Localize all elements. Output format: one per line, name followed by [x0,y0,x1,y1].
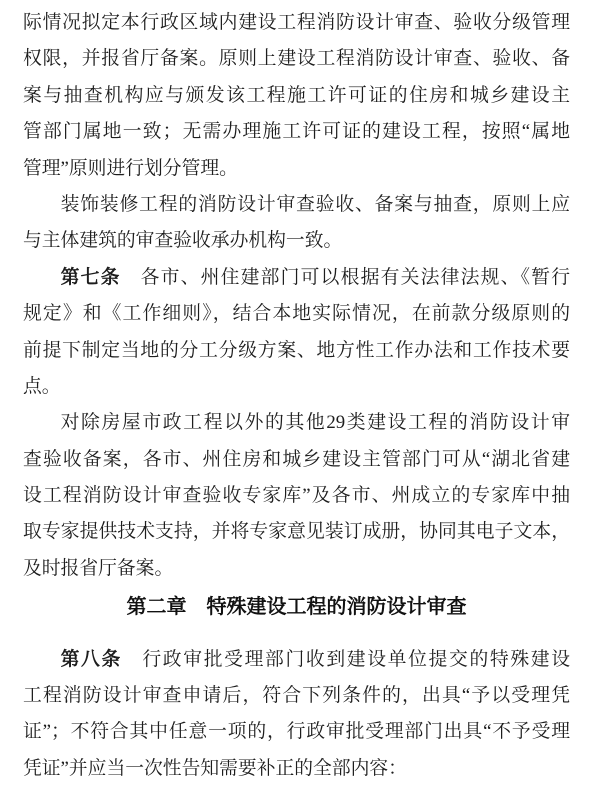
text-line [23,223,570,259]
text-run: 案与抽查机构应与颁发该工程施工许可证的住房和城乡建设主 [23,84,570,106]
text-line [23,296,570,332]
text-line [23,642,570,678]
text-line [23,405,570,441]
text-line [23,369,570,405]
text-line [23,5,570,41]
text-line [23,78,570,114]
text-run: 权限，并报省厅备案。原则上建设工程消防设计审查、验收、备 [23,48,570,70]
text-run: 规定》和《工作细则》，结合本地实际情况，在前款分级原则的 [23,303,570,325]
article-number: 第八条 [60,648,122,670]
text-run: 工程消防设计审查申请后，符合下列条件的，出具“予以受理凭 [23,685,570,707]
text-run: 凭证”并应当一次性告知需要补正的全部内容： [23,757,407,779]
article-number: 第七条 [60,266,121,288]
text-run: 点。 [23,375,61,397]
text-run: 查验收备案，各市、州住房和城乡建设主管部门可从“湖北省建 [23,448,570,470]
chapter-heading: 第二章 特殊建设工程的消防设计审查 [126,596,467,619]
text-line [23,478,570,514]
text-line [23,114,570,150]
text-run: 际情况拟定本行政区域内建设工程消防设计审查、验收分级管理 [23,12,570,33]
text-line [23,751,570,787]
text-run: 前提下制定当地的分工分级方案、地方性工作办法和工作技术要 [23,339,570,361]
text-line [23,714,570,750]
text-run: 行政审批受理部门收到建设单位提交的特殊建设 [121,648,570,670]
text-run: 设工程消防设计审查验收专家库”及各市、州成立的专家库中抽 [23,485,570,507]
text-run: 各市、州住建部门可以根据有关法律法规、《暂行 [120,266,570,288]
text-run: 管理”原则进行划分管理。 [23,157,238,179]
text-run: 与主体建筑的审查验收承办机构一致。 [23,230,343,252]
text-run: 取专家提供技术支持，并将专家意见装订成册，协同其电子文本， [23,521,570,543]
text-line [23,333,570,369]
text-run: 及时报省厅备案。 [23,557,174,579]
text-line [23,151,570,187]
text-line [23,260,570,296]
text-run: 证”；不符合其中任意一项的，行政审批受理部门出具“不予受理 [23,721,570,743]
text-line [23,678,570,714]
text-line [23,551,570,587]
text-run: 装饰装修工程的消防设计审查验收、备案与抽查，原则上应 [60,193,570,215]
text-run: 管部门属地一致；无需办理施工许可证的建设工程，按照“属地 [23,121,570,143]
text-line [23,514,570,550]
text-line [23,442,570,478]
text-line [23,187,570,223]
text-run: 对除房屋市政工程以外的其他29类建设工程的消防设计审 [60,412,570,434]
text-line [23,41,570,77]
